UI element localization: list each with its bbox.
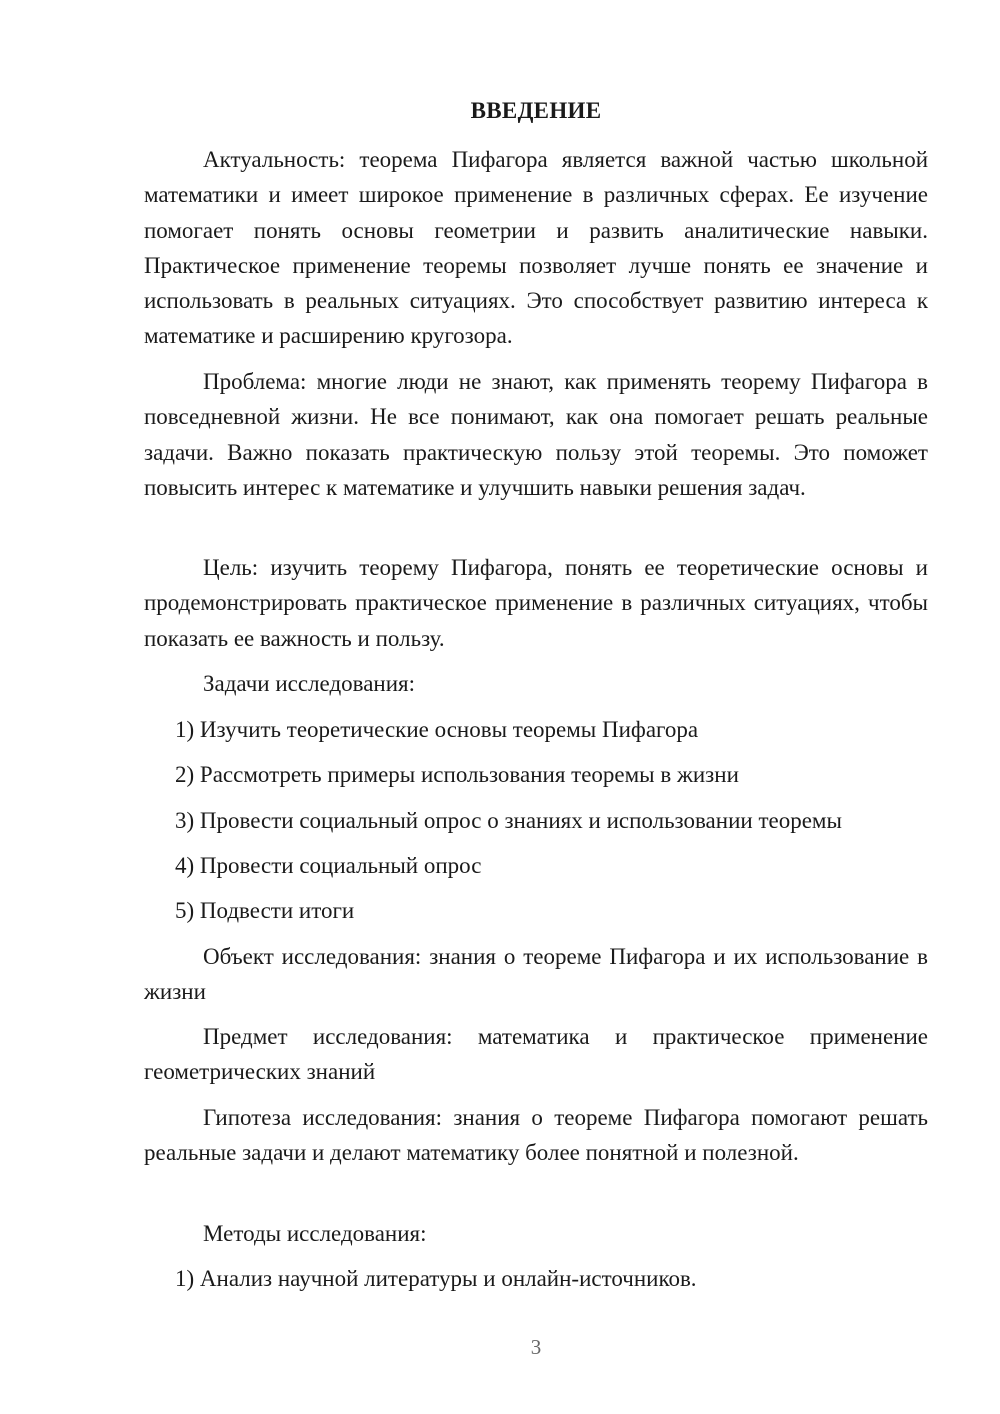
task-item: 5) Подвести итоги xyxy=(175,898,355,923)
section-heading: ВВЕДЕНИЕ xyxy=(470,98,602,123)
method-item: 1) Анализ научной литературы и онлайн-источников. xyxy=(175,1266,697,1291)
paragraph-relevance: Актуальность: теорема Пифагора является важной частью школьной математики и имеет широкое применение в различных сферах. Ее изучение помогает понять основы геометрии и развить аналитические навыки. Практическое применение теоремы позволяет лучше понять ее значение и использовать в реальных ситуациях. Это способствует развитию интереса к математике и расширению кругозора. xyxy=(144,147,928,349)
paragraph-problem: Проблема: многие люди не знают, как применять теорему Пифагора в повседневной жизни. Не все понимают, как она помогает решать реальные задачи. Важно показать практическую пользу этой теоремы. Это поможет повысить интерес к математике и улучшить навыки решения задач. xyxy=(144,369,928,500)
task-item: 3) Провести социальный опрос о знаниях и использовании теоремы xyxy=(175,808,842,833)
task-item: 2) Рассмотреть примеры использования теоремы в жизни xyxy=(175,762,739,787)
tasks-title: Задачи исследования: xyxy=(203,671,416,696)
task-item: 1) Изучить теоретические основы теоремы Пифагора xyxy=(175,717,699,742)
page-number: 3 xyxy=(530,1335,542,1359)
paragraph-hypothesis: Гипотеза исследования: знания о теореме Пифагора помогают решать реальные задачи и делают математику более понятной и полезной. xyxy=(144,1105,928,1166)
methods-title: Методы исследования: xyxy=(203,1221,427,1246)
task-item: 4) Провести социальный опрос xyxy=(175,853,482,878)
paragraph-goal: Цель: изучить теорему Пифагора, понять ее теоретические основы и продемонстрировать практическое применение в различных ситуациях, чтобы показать ее важность и пользу. xyxy=(144,555,928,651)
paragraph-object: Объект исследования: знания о теореме Пифагора и их использование в жизни xyxy=(144,944,928,1005)
paragraph-subject: Предмет исследования: математика и практическое применение геометрических знаний xyxy=(144,1024,928,1085)
